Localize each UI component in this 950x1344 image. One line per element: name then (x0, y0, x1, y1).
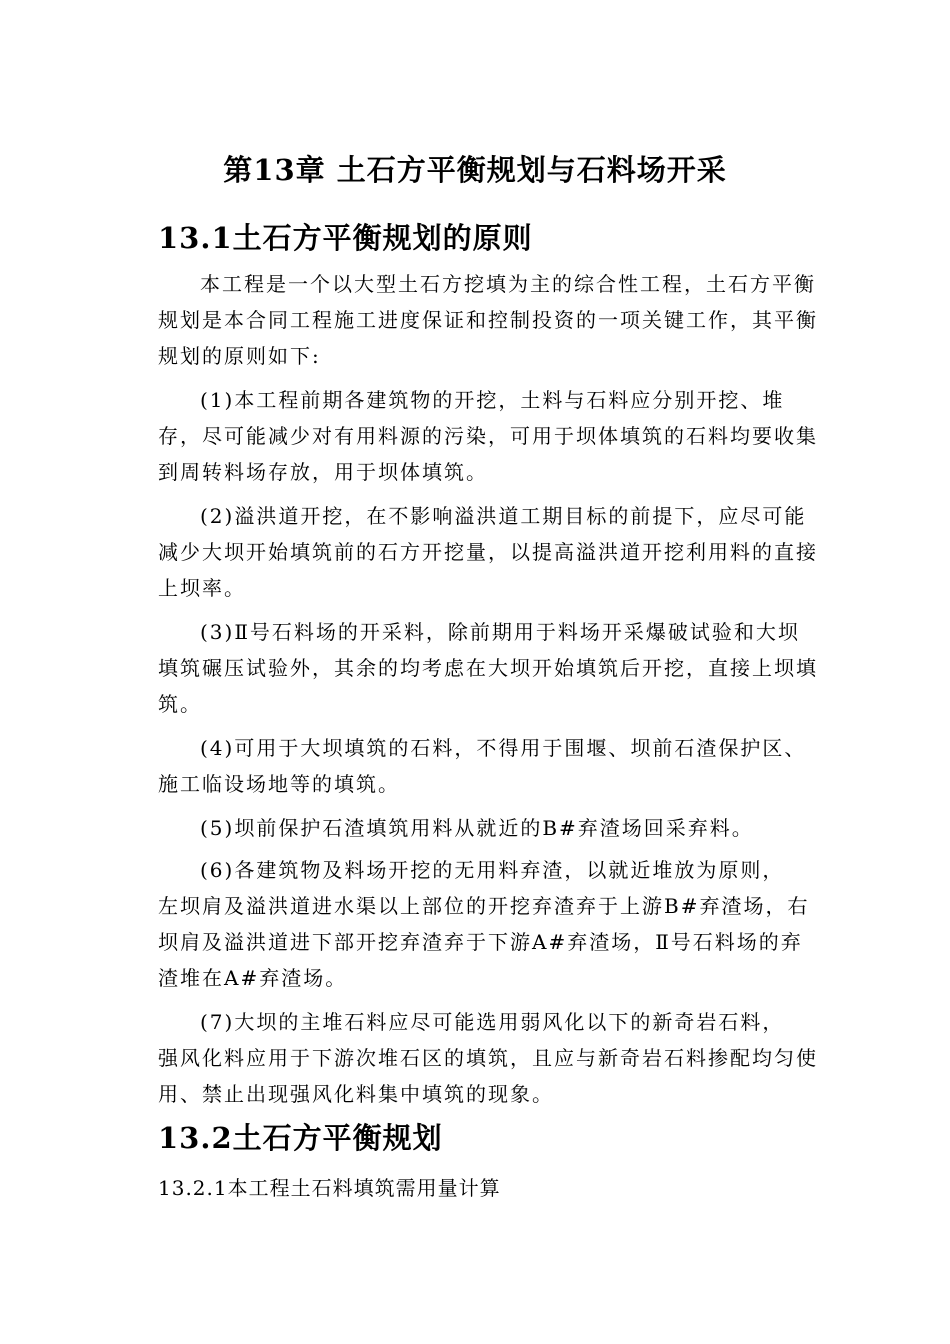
principle-item-6: (6)各建筑物及料场开挖的无用料弃渣，以就近堆放为原则， (200, 858, 785, 882)
principle-item-6-continued: 左坝肩及溢洪道进水渠以上部位的开挖弃渣弃于上游B#弃渣场，右坝肩及溢洪道进下部开挖弃渣弃于下游A#弃渣场，Ⅱ号石料场的弃渣堆在A#弃渣场。 (158, 894, 810, 990)
principle-item-5: (5)坝前保护石渣填筑用料从就近的B#弃渣场回采弃料。 (200, 816, 754, 840)
sub-heading-13-2-1: 13.2.1本工程土石料填筑需用量计算 (158, 1176, 501, 1200)
chapter-title: 第13章 土石方平衡规划与石料场开采 (223, 153, 727, 187)
section-heading-13-1: 13.1土石方平衡规划的原则 (158, 221, 533, 255)
section-heading-13-2: 13.2土石方平衡规划 (158, 1121, 443, 1155)
principle-item-1: (1)本工程前期各建筑物的开挖，土料与石料应分别开挖、堆存，尽可能减少对有用料源的污染，可用于坝体填筑的石料均要收集到周转料场存放，用于坝体填筑。 (158, 388, 818, 484)
intro-paragraph: 本工程是一个以大型土石方挖填为主的综合性工程，土石方平衡规划是本合同工程施工进度保证和控制投资的一项关键工作，其平衡规划的原则如下: (158, 272, 818, 368)
principle-item-7-continued: 强风化料应用于下游次堆石区的填筑，且应与新奇岩石料掺配均匀使用、禁止出现强风化料集中填筑的现象。 (158, 1046, 818, 1106)
principle-item-4: (4)可用于大坝填筑的石料，不得用于围堰、坝前石渣保护区、施工临设场地等的填筑。 (158, 736, 807, 796)
principle-item-3: (3)Ⅱ号石料场的开采料，除前期用于料场开采爆破试验和大坝填筑碾压试验外，其余的均考虑在大坝开始填筑后开挖，直接上坝填筑。 (158, 620, 818, 716)
principle-item-2: (2)溢洪道开挖，在不影响溢洪道工期目标的前提下，应尽可能减少大坝开始填筑前的石方开挖量，以提高溢洪道开挖利用料的直接上坝率。 (158, 504, 818, 600)
principle-item-7: (7)大坝的主堆石料应尽可能选用弱风化以下的新奇岩石料， (200, 1010, 785, 1034)
